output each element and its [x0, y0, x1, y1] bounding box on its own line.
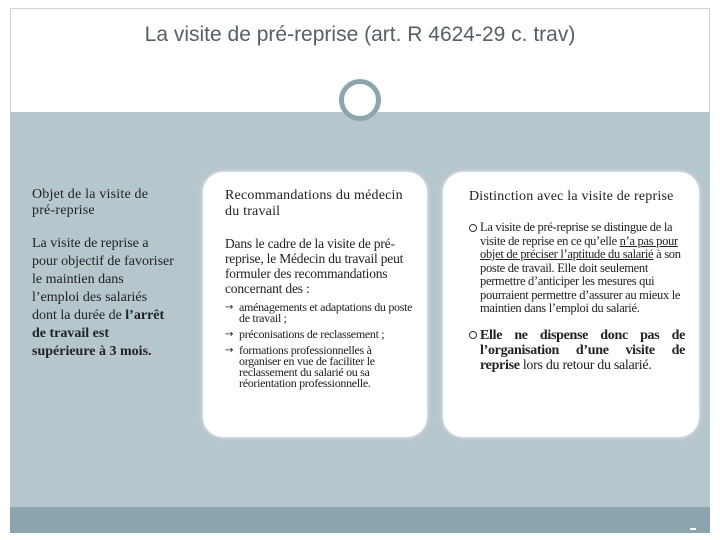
circle-bullet-icon — [469, 224, 477, 232]
column-objet — [20, 172, 184, 437]
slide-number-mark — [690, 528, 696, 530]
recommandations-list — [225, 302, 415, 389]
column-objet-body — [32, 235, 174, 361]
list-item: → formations professionnelles à organiser en vue de faciliter le reclassement du salarié ou sa réorientation professionnelle. — [225, 343, 375, 390]
column-objet-bold-text: l’arrêt de travail est supérieure à 3 mois. — [32, 308, 165, 359]
bottom-bar — [10, 507, 710, 533]
arrow-right-icon: → — [225, 329, 234, 340]
underlined-text: n’a pas pour objet de préciser l’aptitude du salarié — [480, 233, 678, 261]
list-item: La visite de pré-reprise se distingue de la visite de reprise en ce qu’elle n’a pas pour objet de préciser l’aptitude du salarié à son poste de travail. Elle doit seulement permettre d’anticiper les mesures qui pourraient permettre d’assurer au mieux le maintien dans l’emploi du salarié. — [469, 221, 685, 316]
list-item: Elle ne dispense donc pas de l’organisation d’une visite de reprise lors du retour du salarié. — [469, 328, 685, 373]
list-item: → préconisations de reclassement ; — [225, 327, 385, 341]
column-recommandations-title: Recommandations du médecin du travail — [225, 188, 403, 219]
slide-title: La visite de pré-reprise (art. R 4624-29 c. trav) — [144, 23, 576, 46]
column-distinction — [443, 172, 699, 437]
column-objet-title: Objet de la visite de pré-reprise — [32, 187, 149, 218]
column-recommandations-intro: Dans le cadre de la visite de pré-reprise, le Médecin du travail peut formuler des recommandations concernant des : — [225, 236, 404, 296]
column-distinction-title: Distinction avec la visite de reprise — [469, 189, 674, 204]
circle-bullet-icon — [469, 331, 477, 339]
arrow-right-icon: → — [225, 345, 234, 356]
column-objet-text: La visite de reprise a pour objectif de favoriser le maintien dans l’emploi des salariés dont la durée de — [32, 236, 174, 323]
list-item: → aménagements et adaptations du poste de travail ; — [225, 300, 413, 325]
decorative-circle-icon — [339, 79, 381, 121]
column-recommandations — [203, 172, 427, 437]
arrow-right-icon: → — [225, 302, 234, 313]
